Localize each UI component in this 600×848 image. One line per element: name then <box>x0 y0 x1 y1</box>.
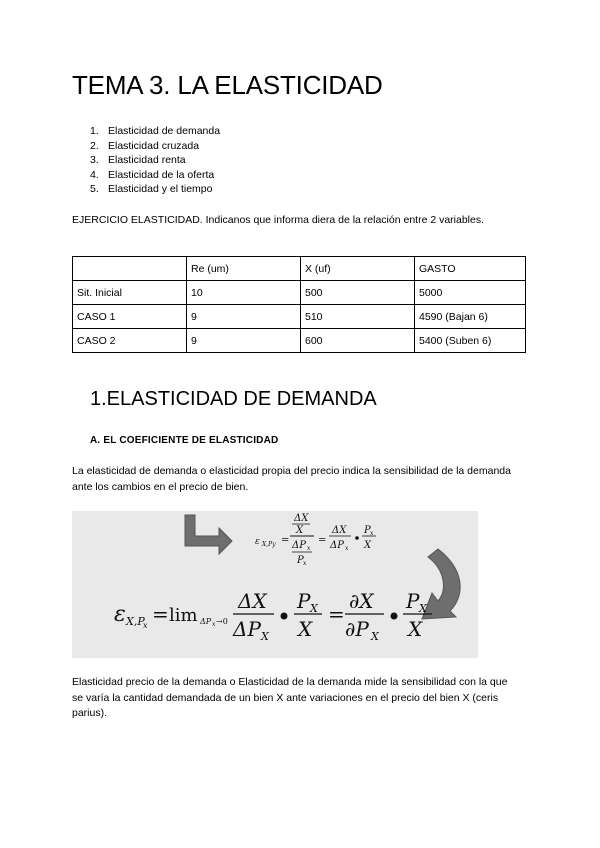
list-number: 4. <box>90 168 99 181</box>
table-cell: 9 <box>187 329 301 353</box>
table-header-cell <box>73 257 187 281</box>
list-label: Elasticidad de demanda <box>108 125 221 137</box>
svg-text:P: P <box>297 589 311 613</box>
list-number: 1. <box>90 125 99 137</box>
table-cell: 4590 (Bajan 6) <box>415 305 526 329</box>
svg-text:=: = <box>328 602 345 626</box>
svg-text:X: X <box>298 617 313 641</box>
table-cell: 600 <box>301 329 415 353</box>
svg-text:x: x <box>307 545 311 552</box>
svg-text:X: X <box>296 525 304 536</box>
table-cell: Sit. Inicial <box>73 281 187 305</box>
data-table <box>72 256 526 353</box>
svg-text:=: = <box>318 535 327 546</box>
main-formula <box>114 589 432 643</box>
small-formula <box>255 513 376 567</box>
table-cell: 5000 <box>415 281 526 305</box>
list-number: 3. <box>90 154 99 167</box>
svg-text:ε: ε <box>114 602 126 627</box>
svg-text:x: x <box>303 560 307 567</box>
table-row <box>73 305 526 329</box>
elasticity-formula-image <box>72 511 478 658</box>
page-title: TEMA 3. LA ELASTICIDAD <box>72 70 383 100</box>
list-label: Elasticidad cruzada <box>108 139 200 152</box>
svg-text:X: X <box>364 540 372 551</box>
svg-text:x: x <box>370 530 374 537</box>
svg-text:X: X <box>408 617 423 641</box>
paragraph-definition: La elasticidad de demanda o elasticidad propia del precio indica la sensibilidad de la demanda ante los cambios en el precio de bien. <box>72 465 511 493</box>
table-cell: 9 <box>187 305 301 329</box>
exercise-intro: EJERCICIO ELASTICIDAD. Indicanos que informa diera de la relación entre 2 variables. <box>72 214 485 226</box>
svg-text:ΔP: ΔP <box>292 540 306 551</box>
svg-text:x: x <box>212 621 216 628</box>
svg-text:x: x <box>143 621 148 630</box>
list-label: Elasticidad y el tiempo <box>108 183 213 196</box>
svg-text:ΔX: ΔX <box>294 513 309 524</box>
topic-list <box>90 124 220 197</box>
list-number: 5. <box>90 183 99 196</box>
svg-text:→0: →0 <box>216 617 228 626</box>
svg-text:ΔX: ΔX <box>238 589 267 613</box>
svg-text:ΔP: ΔP <box>200 617 212 626</box>
svg-text:P: P <box>406 589 420 613</box>
section-heading: 1.ELASTICIDAD DE DEMANDA <box>90 388 377 410</box>
list-item <box>90 139 220 154</box>
svg-text:X,Py: X,Py <box>262 541 276 548</box>
svg-text:X,P: X,P <box>126 615 145 628</box>
table-header-cell: X (uf) <box>301 257 415 281</box>
svg-text:lim: lim <box>169 605 198 626</box>
list-number: 2. <box>90 139 99 152</box>
svg-text:ΔP: ΔP <box>233 617 261 641</box>
table-header-cell: Re (um) <box>187 257 301 281</box>
subsection-heading: A. EL COEFICIENTE DE ELASTICIDAD <box>90 435 279 446</box>
svg-text:X: X <box>371 630 379 643</box>
table-cell: 10 <box>187 281 301 305</box>
list-item <box>90 168 220 183</box>
table-cell: 5400 (Suben 6) <box>415 329 526 353</box>
svg-text:X: X <box>310 602 318 615</box>
svg-text:P: P <box>297 555 304 566</box>
table-row <box>73 329 526 353</box>
table-cell: 510 <box>301 305 415 329</box>
table-header-row <box>73 257 526 281</box>
svg-text:X: X <box>419 602 427 615</box>
table-cell: 500 <box>301 281 415 305</box>
svg-text:∂P: ∂P <box>345 617 369 641</box>
list-item <box>90 153 220 168</box>
svg-text:=: = <box>281 535 290 546</box>
svg-text:ε: ε <box>255 537 260 547</box>
svg-text:=: = <box>152 602 169 626</box>
list-item <box>90 182 220 197</box>
table-header-cell: GASTO <box>415 257 526 281</box>
bent-arrow-icon <box>185 515 232 554</box>
table-cell: CASO 1 <box>73 305 187 329</box>
curved-arrow-icon <box>422 549 460 619</box>
svg-text:P: P <box>364 525 371 536</box>
svg-text:∂X: ∂X <box>349 589 374 613</box>
svg-text:ΔX: ΔX <box>332 525 347 536</box>
svg-text:ΔP: ΔP <box>330 540 344 551</box>
paragraph-explanation: Elasticidad precio de la demanda o Elasticidad de la demanda mide la sensibilidad con la que se varía la cantidad demandada de un bien X ante variaciones en el precio del bien X (ceris parius). <box>72 676 508 719</box>
svg-text:X: X <box>261 630 269 643</box>
table-row <box>73 281 526 305</box>
table-cell: CASO 2 <box>73 329 187 353</box>
list-label: Elasticidad renta <box>108 154 186 167</box>
list-item <box>90 124 220 139</box>
svg-text:x: x <box>345 545 349 552</box>
list-label: Elasticidad de la oferta <box>108 168 215 181</box>
